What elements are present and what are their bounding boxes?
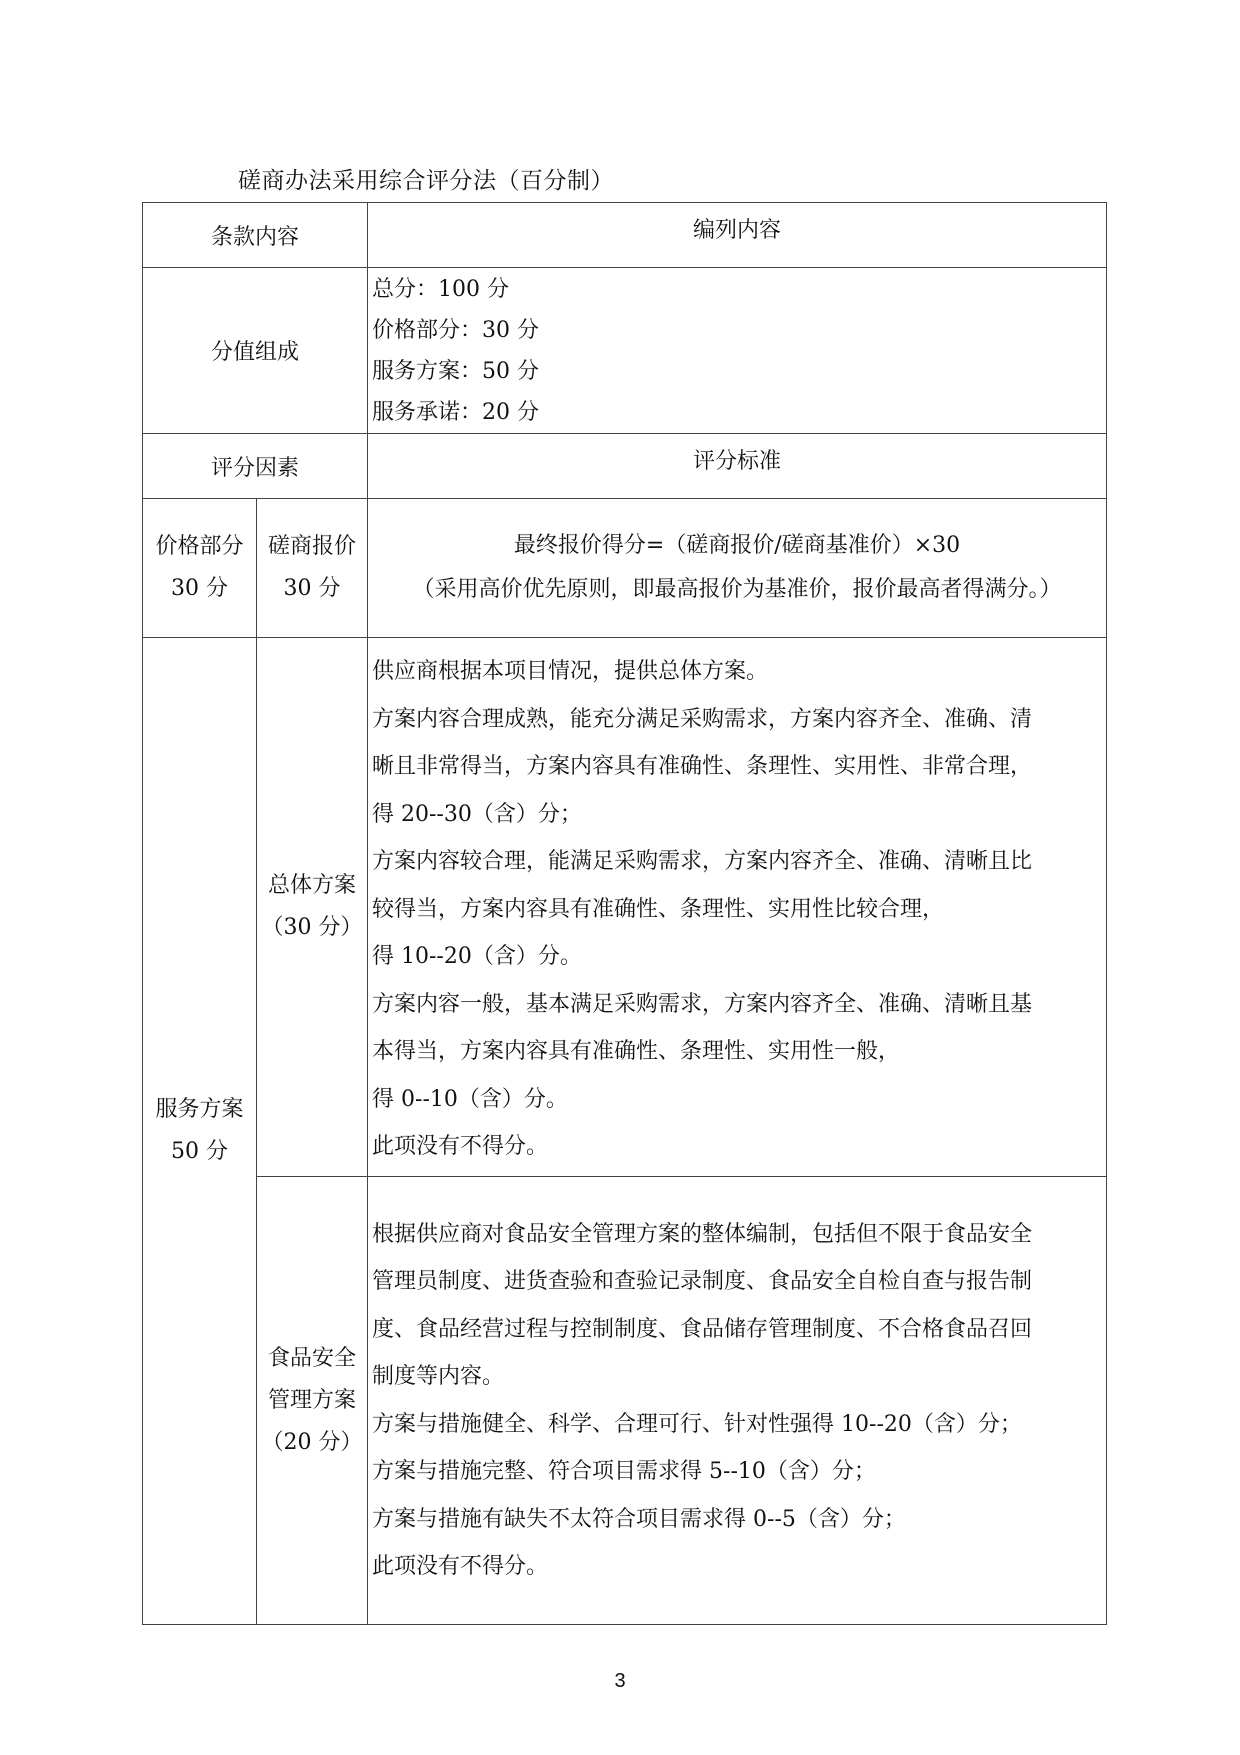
- composition-line: 总分：100 分: [372, 276, 510, 302]
- criteria-line: 方案与措施完整、符合项目需求得 5--10（含）分；: [372, 1459, 876, 1484]
- service-category-score: 50 分: [171, 1139, 228, 1164]
- price-note: （采用高价优先原则，即最高报价为基准价，报价最高者得满分。）: [412, 577, 1062, 602]
- criteria-line: 本得当，方案内容具有准确性、条理性、实用性一般，: [372, 1039, 901, 1064]
- clause-header: 条款内容: [143, 203, 368, 268]
- criteria-line: 管理员制度、进货查验和查验记录制度、食品安全自检自查与报告制: [372, 1269, 1033, 1294]
- overall-plan-score: （30 分）: [261, 915, 363, 940]
- criteria-line: 制度等内容。: [372, 1364, 505, 1389]
- price-criteria: [368, 499, 1107, 638]
- food-safety-item: [257, 1177, 368, 1625]
- price-formula: 最终报价得分=（磋商报价/磋商基准价）×30: [513, 533, 961, 558]
- food-safety-criteria: [368, 1177, 1107, 1625]
- content-header: 编列内容: [368, 203, 1107, 268]
- composition-line: 价格部分：30 分: [372, 317, 540, 343]
- criteria-line: 方案内容合理成熟，能充分满足采购需求，方案内容齐全、准确、清: [372, 706, 1033, 732]
- criteria-line: 此项没有不得分。: [372, 1554, 549, 1579]
- composition-lines: [368, 268, 1107, 434]
- service-category-name: 服务方案: [155, 1097, 244, 1122]
- criteria-line: 根据供应商对食品安全管理方案的整体编制，包括但不限于食品安全: [372, 1221, 1033, 1247]
- overall-plan-row: [143, 638, 1107, 1177]
- criteria-line: 得 20--30（含）分；: [372, 801, 582, 827]
- criteria-line: 度、食品经营过程与控制制度、食品储存管理制度、不合格食品召回: [372, 1316, 1033, 1342]
- factor-header-row: [143, 434, 1107, 499]
- criteria-line: 方案内容较合理，能满足采购需求，方案内容齐全、准确、清晰且比: [372, 849, 1033, 874]
- composition-line: 服务承诺：20 分: [372, 399, 540, 425]
- criteria-line: 得 0--10（含）分。: [372, 1086, 568, 1112]
- price-category-name: 价格部分: [155, 534, 244, 559]
- composition-label: 分值组成: [143, 268, 368, 434]
- criteria-line: 供应商根据本项目情况，提供总体方案。: [372, 659, 769, 684]
- overall-plan-criteria: [368, 638, 1107, 1177]
- criteria-line: 此项没有不得分。: [372, 1134, 549, 1159]
- price-row: [143, 499, 1107, 638]
- criteria-line: 得 10--20（含）分。: [372, 944, 582, 969]
- price-category: [143, 499, 257, 638]
- criteria-label: 评分标准: [368, 434, 1107, 499]
- scoring-table: [142, 202, 1107, 1625]
- food-safety-name-1: 食品安全: [268, 1345, 357, 1371]
- criteria-line: 方案与措施有缺失不太符合项目需求得 0--5（含）分；: [372, 1506, 906, 1532]
- composition-line: 服务方案：50 分: [372, 358, 540, 384]
- page-number: 3: [614, 1670, 626, 1692]
- table-header-row: [143, 203, 1107, 268]
- price-item: [257, 499, 368, 638]
- food-safety-name-2: 管理方案: [268, 1387, 357, 1413]
- composition-row: [143, 268, 1107, 434]
- price-item-score: 30 分: [283, 576, 341, 601]
- criteria-line: 晰且非常得当，方案内容具有准确性、条理性、实用性、非常合理，: [372, 754, 1033, 779]
- factor-label: 评分因素: [143, 434, 368, 499]
- food-safety-row: [143, 1177, 1107, 1625]
- overall-plan-item: [257, 638, 368, 1177]
- overall-plan-name: 总体方案: [268, 873, 357, 898]
- document-title: 磋商办法采用综合评分法（百分制）: [238, 168, 614, 194]
- food-safety-score: （20 分）: [261, 1429, 363, 1455]
- criteria-line: 较得当，方案内容具有准确性、条理性、实用性比较合理，: [372, 896, 945, 922]
- criteria-line: 方案与措施健全、科学、合理可行、针对性强得 10--20（含）分；: [372, 1411, 1022, 1437]
- price-item-name: 磋商报价: [268, 534, 357, 559]
- service-category: [143, 638, 257, 1625]
- price-category-score: 30 分: [171, 576, 228, 601]
- criteria-line: 方案内容一般，基本满足采购需求，方案内容齐全、准确、清晰且基: [372, 991, 1033, 1017]
